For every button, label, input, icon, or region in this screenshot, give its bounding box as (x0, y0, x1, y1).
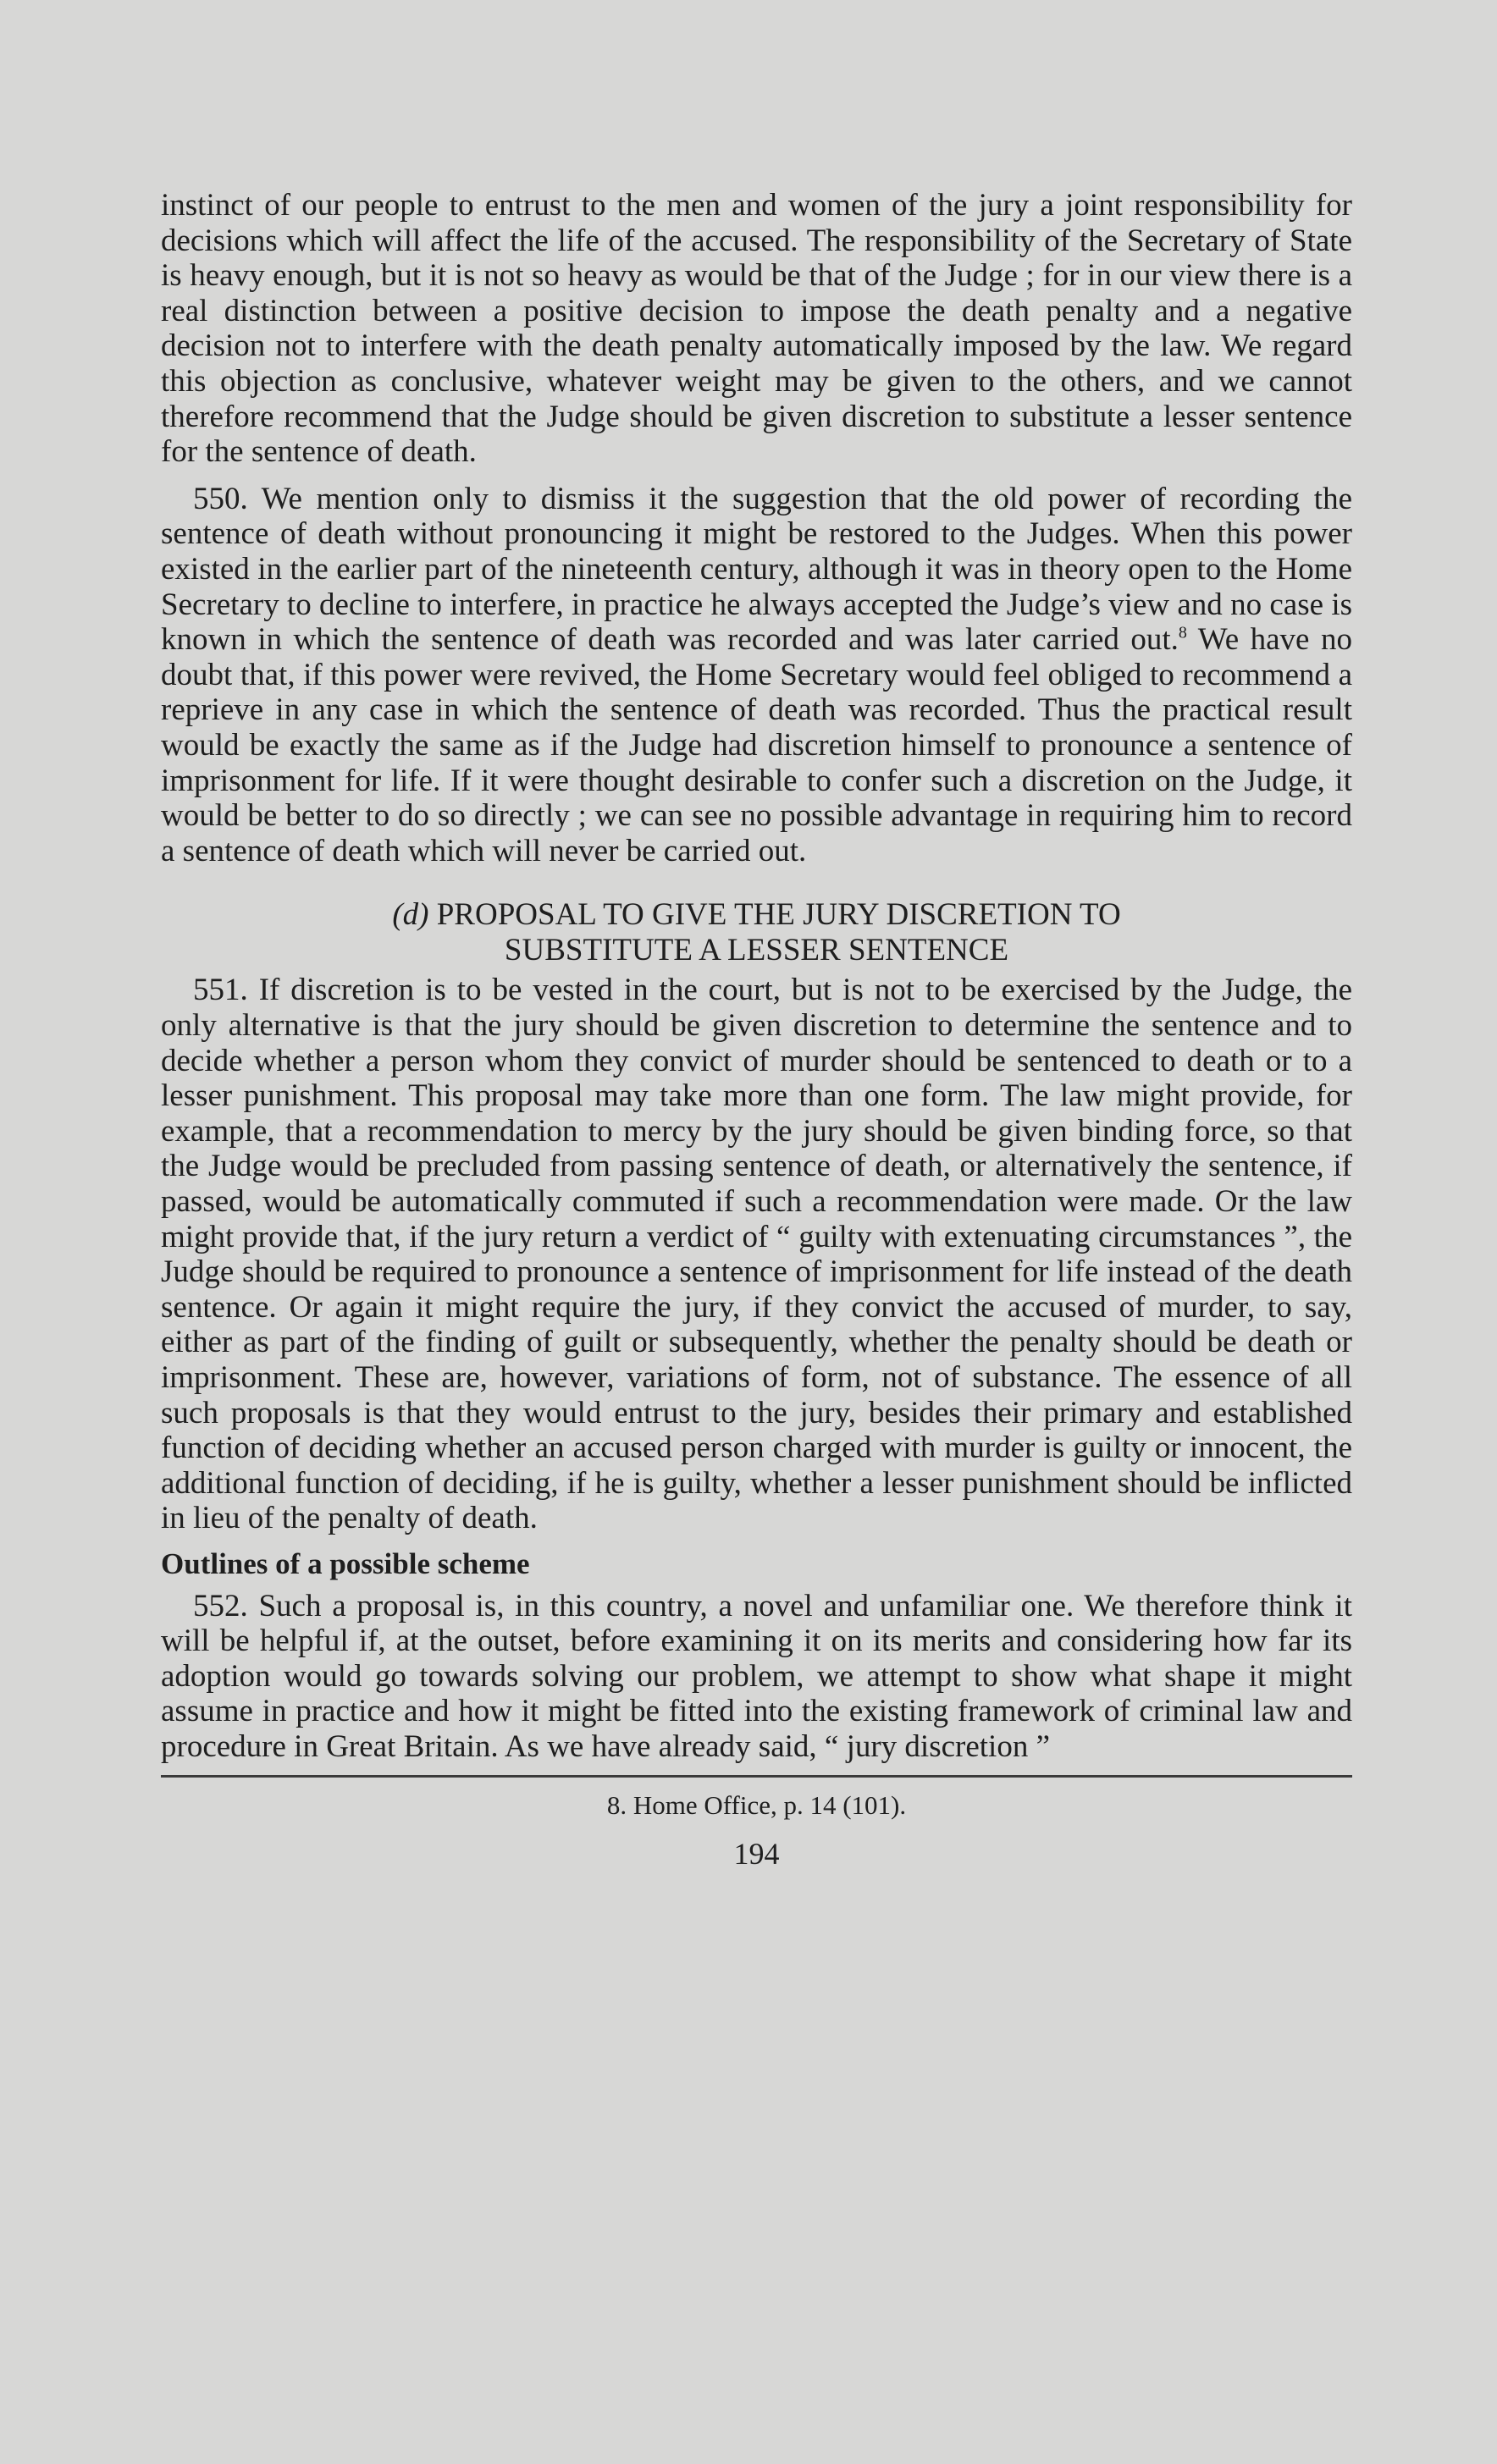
paragraph-continued: instinct of our people to entrust to the men and women of the jury a joint responsibility for decisions which will affect the life of the accused. The responsibility of the Secretary of State is heavy enough, but it is not so heavy as would be that of the Judge ; for in our view there is a real distinction between a positive decision to impose the death penalty and a negative decision not to interfere with the death penalty automatically imposed by the law. We regard this objection as conclusive, whatever weight may be given to the others, and we cannot therefore recommend that the Judge should be given discretion to substitute a lesser sentence for the sentence of death. (161, 188, 1352, 470)
section-heading-line1: PROPOSAL TO GIVE THE JURY DISCRETION TO (428, 897, 1121, 933)
section-heading-line2: SUBSTITUTE A LESSER SENTENCE (504, 932, 1009, 967)
footnote-divider (161, 1775, 1352, 1778)
paragraph-551: 551. If discretion is to be vested in the court, but is not to be exercised by the Judge, the only alternative is that the jury should be given discretion to determine the sentence and to decide whether a person whom they convict of murder should be sentenced to death or to a lesser punishment. This proposal may take more than one form. The law might provide, for example, that a recommendation to mercy by the jury should be given binding force, so that the Judge would be precluded from passing sentence of death, or alternatively the sentence, if passed, would be automatically commuted if such a recommendation were made. Or the law might provide that, if the jury return a verdict of “ guilty with extenuating circumstances ”, the Judge should be required to pronounce a sentence of imprisonment for life instead of the death sentence. Or again it might require the jury, if they convict the accused of murder, to say, either as part of the finding of guilt or subsequently, whether the penalty should be death or imprisonment. These are, however, variations of form, not of substance. The essence of all such proposals is that they would entrust to the jury, besides their primary and established function of deciding whether an accused person charged with murder is guilty or innocent, the additional function of deciding, if he is guilty, whether a lesser punishment should be inflicted in lieu of the penalty of death. (161, 973, 1352, 1536)
paragraph-550-part-a: 550. We mention only to dismiss it the suggestion that the old power of recording the sentence of death without pronouncing it might be restored to the Judges. When this power existed in the earlier part of the nineteenth century, although it was in theory open to the Home Secretary to decline to interfere, in practice he always accepted the Judge’s view and no case is known in which the sentence of death was recorded and was later carried out. (161, 481, 1352, 658)
paragraph-550-part-b: We have no doubt that, if this power were revived, the Home Secretary would feel obliged to recommend a reprieve in any case in which the sentence of death was recorded. Thus the practical result would be exactly the same as if the Judge had discretion himself to pronounce a sentence of imprisonment for life. If it were thought desirable to confer such a discretion on the Judge, it would be better to do so directly ; we can see no possible advantage in requiring him to record a sentence of death which will never be carried out. (161, 622, 1352, 868)
subheading-gap (161, 1582, 1352, 1589)
page-number: 194 (733, 1836, 780, 1871)
paragraph-552: 552. Such a proposal is, in this country, a novel and unfamiliar one. We therefore think it will be helpful if, at the outset, before examining it on its merits and considering how far its adoption would go towards solving our problem, we attempt to show what shape it might assume in practice and how it might be fitted into the existing framework of criminal law and procedure in Great Britain. As we have already said, “ jury discretion ” (161, 1588, 1352, 1764)
section-heading-label: (d) (392, 897, 429, 933)
section-gap (161, 868, 1352, 897)
document-page (161, 188, 1352, 1871)
subheading-outlines: Outlines of a possible scheme (161, 1546, 530, 1580)
section-heading (161, 897, 1352, 967)
paragraph-gap (161, 1536, 1352, 1546)
footnote-reference: 8 (1178, 623, 1187, 642)
footnote-8: 8. Home Office, p. 14 (101). (606, 1789, 907, 1820)
paragraph-gap (161, 470, 1352, 482)
paragraph-550 (161, 482, 1352, 869)
